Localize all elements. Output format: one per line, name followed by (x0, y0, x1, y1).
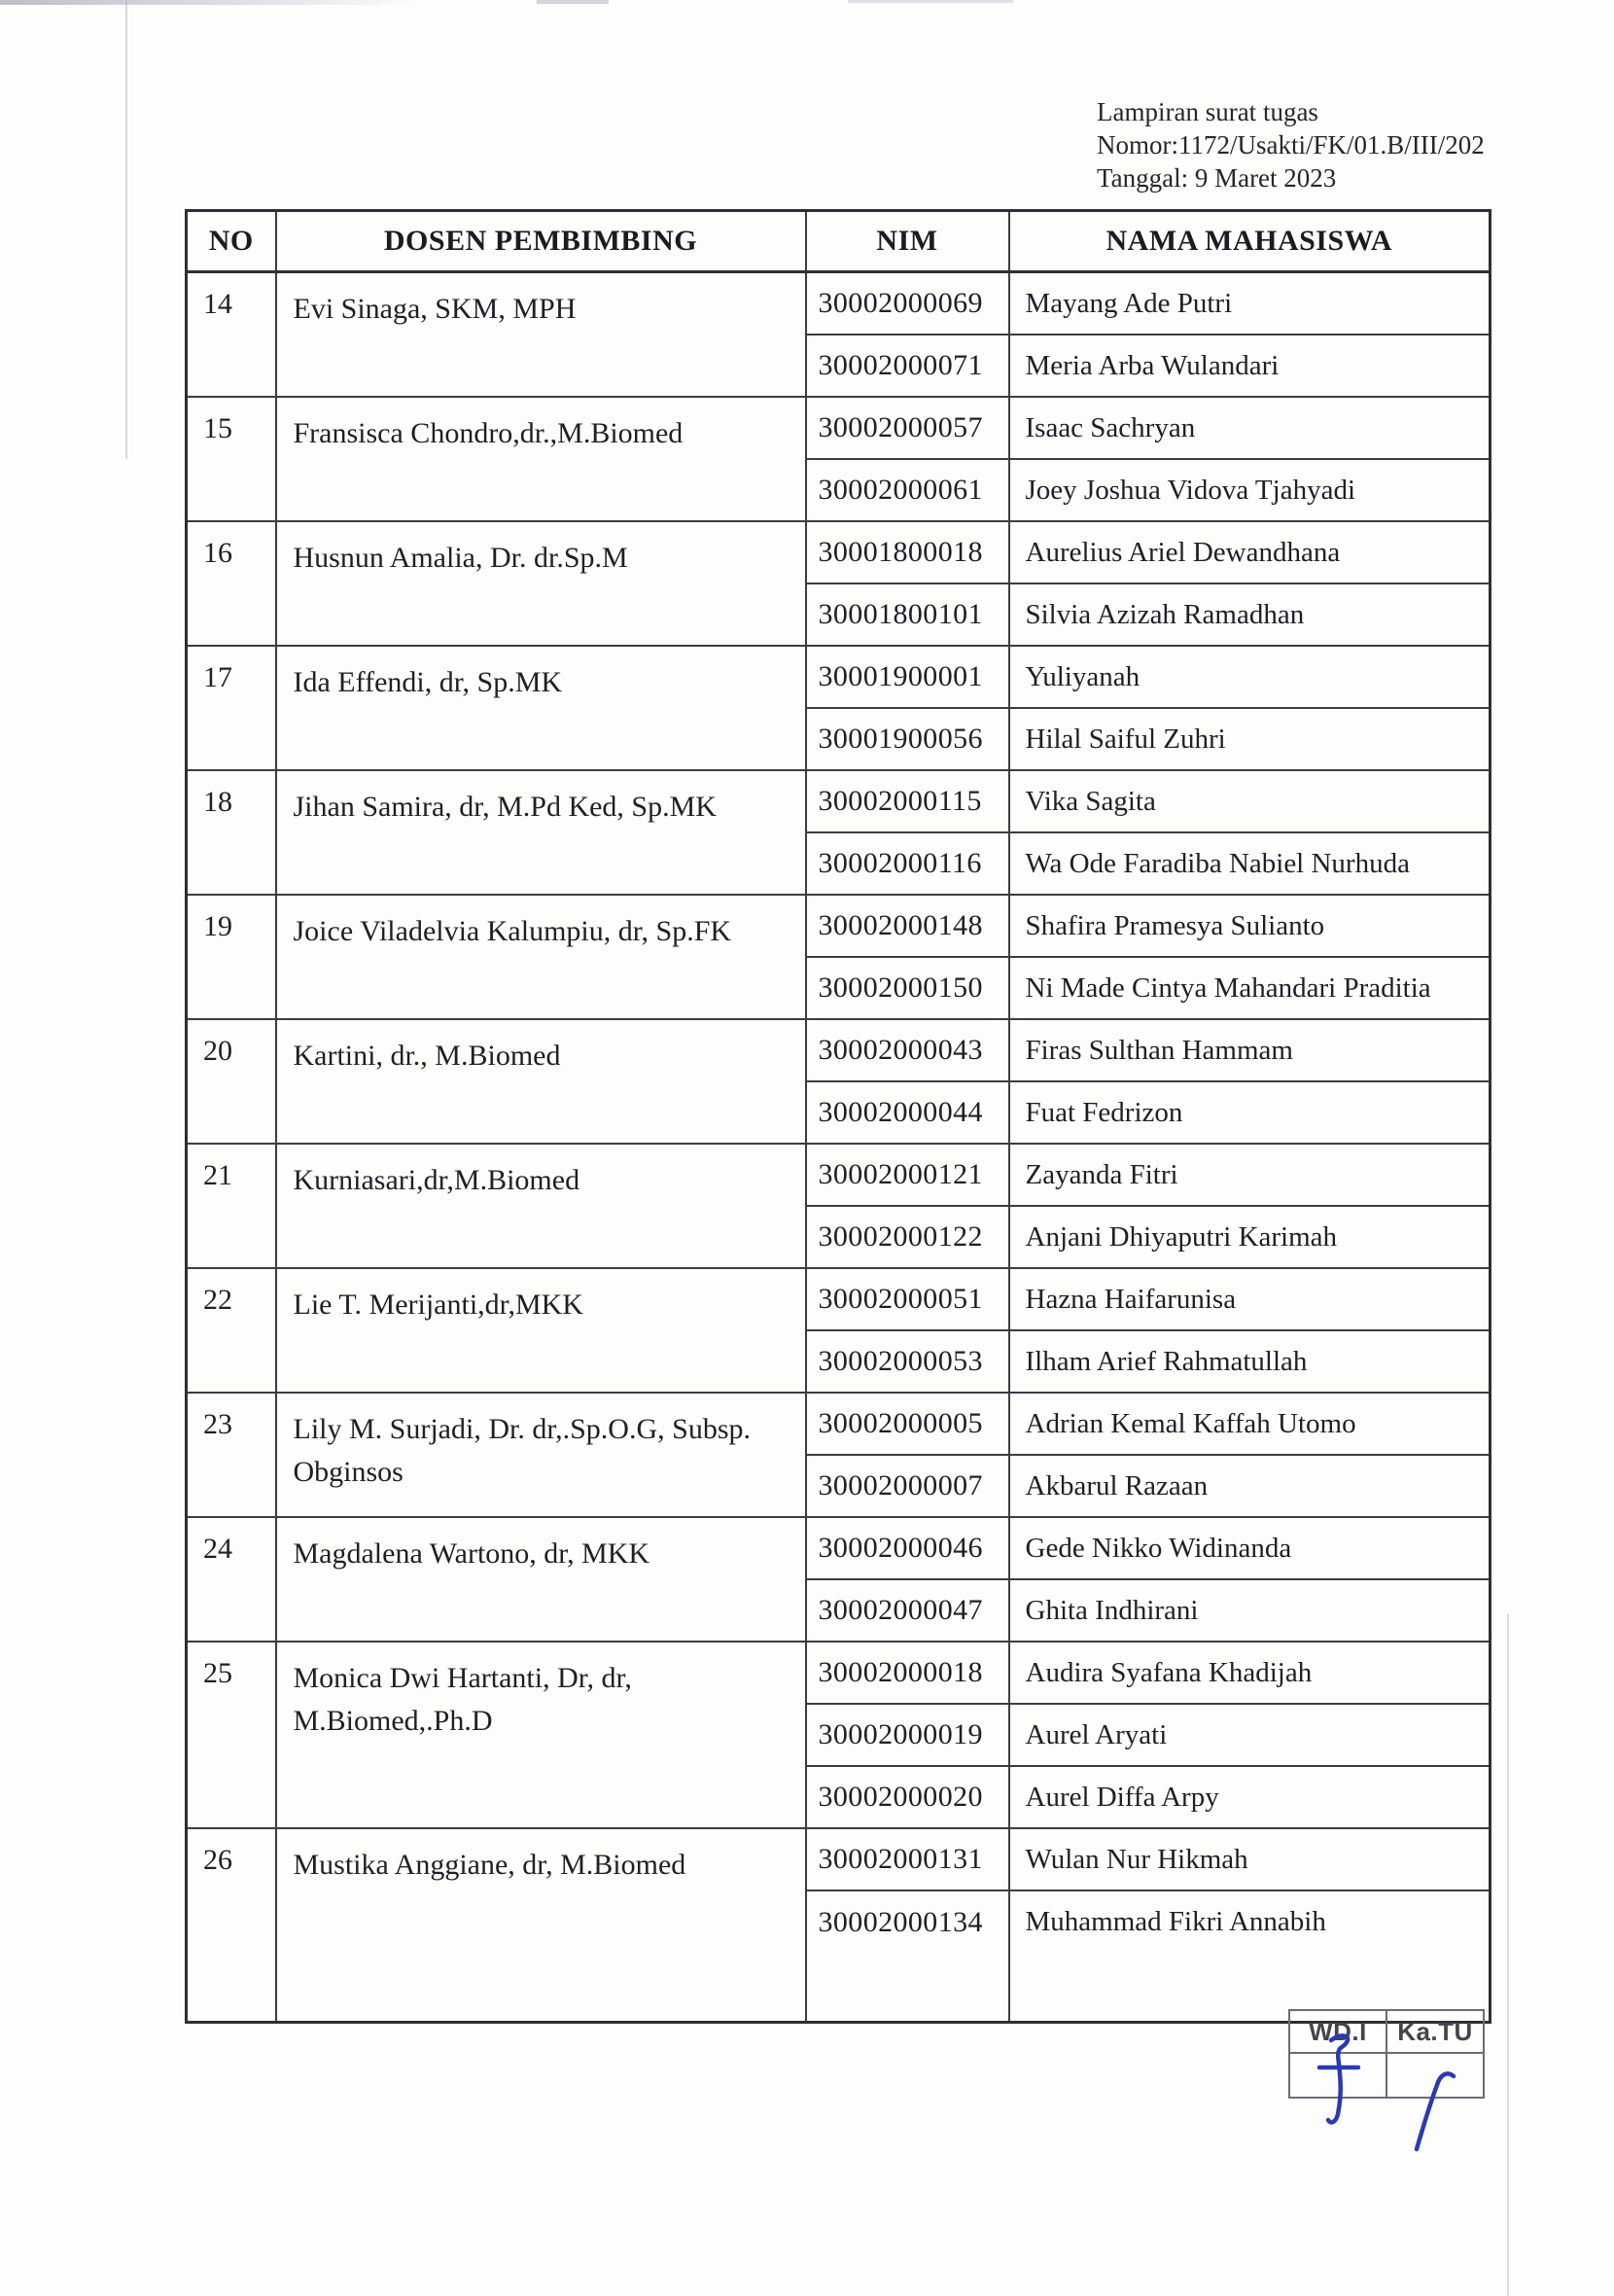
col-header-dosen: DOSEN PEMBIMBING (276, 211, 806, 272)
student-name-cell: Aurelius Ariel Dewandhana (1009, 521, 1491, 583)
dosen-name-cell: Lily M. Surjadi, Dr. dr,.Sp.O.G, Subsp. Obginsos (276, 1393, 806, 1517)
student-name-cell: Meria Arba Wulandari (1009, 335, 1491, 397)
row-number-cell: 26 (187, 1828, 276, 2023)
row-number-cell: 19 (187, 895, 276, 1019)
col-header-no: NO (187, 211, 276, 272)
approval-col-katu: Ka.TU (1386, 2010, 1484, 2053)
dosen-name-cell: Mustika Anggiane, dr, M.Biomed (276, 1828, 806, 2023)
student-name-cell: Hilal Saiful Zuhri (1009, 708, 1491, 770)
assignments-table-body (187, 272, 1491, 2023)
nim-cell: 30002000018 (806, 1642, 1009, 1704)
student-name-cell: Firas Sulthan Hammam (1009, 1019, 1491, 1081)
student-name-cell: Isaac Sachryan (1009, 397, 1491, 459)
student-name-cell: Ghita Indhirani (1009, 1579, 1491, 1642)
dosen-name-cell: Evi Sinaga, SKM, MPH (276, 272, 806, 398)
nim-cell: 30002000131 (806, 1828, 1009, 1890)
signature-wd1-icon (1312, 2029, 1368, 2132)
approval-signature-row (1289, 2053, 1484, 2098)
nim-cell: 30001900056 (806, 708, 1009, 770)
signature-cell-katu (1386, 2053, 1484, 2098)
nim-cell: 30002000116 (806, 832, 1009, 895)
table-row (187, 521, 1491, 583)
student-name-cell: Joey Joshua Vidova Tjahyadi (1009, 459, 1491, 521)
nim-cell: 30002000046 (806, 1517, 1009, 1579)
student-name-cell: Audira Syafana Khadijah (1009, 1642, 1491, 1704)
student-name-cell: Akbarul Razaan (1009, 1455, 1491, 1517)
student-name-cell: Wa Ode Faradiba Nabiel Nurhuda (1009, 832, 1491, 895)
row-number-cell: 23 (187, 1393, 276, 1517)
table-row (187, 1019, 1491, 1081)
col-header-nim: NIM (806, 211, 1009, 272)
table-row (187, 272, 1491, 336)
student-name-cell: Gede Nikko Widinanda (1009, 1517, 1491, 1579)
nim-cell: 30002000053 (806, 1330, 1009, 1393)
row-number-cell: 15 (187, 397, 276, 521)
student-name-cell: Aurel Aryati (1009, 1704, 1491, 1766)
approval-col-wd1: WD.I (1289, 2010, 1386, 2053)
row-number-cell: 20 (187, 1019, 276, 1144)
assignments-table (185, 209, 1491, 2024)
student-name-cell: Shafira Pramesya Sulianto (1009, 895, 1491, 957)
row-number-cell: 16 (187, 521, 276, 646)
nim-cell: 30002000007 (806, 1455, 1009, 1517)
dosen-name-cell: Jihan Samira, dr, M.Pd Ked, Sp.MK (276, 770, 806, 895)
nim-cell: 30002000051 (806, 1268, 1009, 1330)
attachment-header (1097, 95, 1485, 194)
dosen-name-cell: Lie T. Merijanti,dr,MKK (276, 1268, 806, 1393)
student-name-cell: Fuat Fedrizon (1009, 1081, 1491, 1144)
row-number-cell: 17 (187, 646, 276, 770)
table-row (187, 1828, 1491, 1890)
nim-cell: 30002000044 (806, 1081, 1009, 1144)
nim-cell: 30002000019 (806, 1704, 1009, 1766)
nim-cell: 30002000043 (806, 1019, 1009, 1081)
nim-cell: 30001800101 (806, 583, 1009, 646)
nim-cell: 30002000071 (806, 335, 1009, 397)
table-row (187, 646, 1491, 708)
row-number-cell: 21 (187, 1144, 276, 1268)
nim-cell: 30002000061 (806, 459, 1009, 521)
scan-artifact (0, 0, 418, 5)
nim-cell: 30002000047 (806, 1579, 1009, 1642)
dosen-name-cell: Kartini, dr., M.Biomed (276, 1019, 806, 1144)
signature-katu-icon (1405, 2056, 1463, 2157)
approval-table (1288, 2009, 1485, 2099)
dosen-name-cell: Fransisca Chondro,dr.,M.Biomed (276, 397, 806, 521)
student-name-cell: Muhammad Fikri Annabih (1009, 1890, 1491, 2023)
table-row (187, 1642, 1491, 1704)
nim-cell: 30002000122 (806, 1206, 1009, 1268)
dosen-name-cell: Monica Dwi Hartanti, Dr, dr, M.Biomed,.Ph.D (276, 1642, 806, 1828)
student-name-cell: Aurel Diffa Arpy (1009, 1766, 1491, 1828)
student-name-cell: Ni Made Cintya Mahandari Praditia (1009, 957, 1491, 1019)
student-name-cell: Silvia Azizah Ramadhan (1009, 583, 1491, 646)
scan-artifact (125, 0, 127, 459)
row-number-cell: 24 (187, 1517, 276, 1642)
row-number-cell: 14 (187, 272, 276, 398)
student-name-cell: Zayanda Fitri (1009, 1144, 1491, 1206)
nim-cell: 30002000057 (806, 397, 1009, 459)
dosen-name-cell: Husnun Amalia, Dr. dr.Sp.M (276, 521, 806, 646)
attachment-title: Lampiran surat tugas (1097, 97, 1318, 126)
student-name-cell: Wulan Nur Hikmah (1009, 1828, 1491, 1890)
table-row (187, 770, 1491, 832)
table-row (187, 1393, 1491, 1455)
table-row (187, 1517, 1491, 1579)
nim-cell: 30002000150 (806, 957, 1009, 1019)
nim-cell: 30002000020 (806, 1766, 1009, 1828)
table-row (187, 397, 1491, 459)
nim-cell: 30002000069 (806, 272, 1009, 336)
nim-cell: 30002000115 (806, 770, 1009, 832)
row-number-cell: 25 (187, 1642, 276, 1828)
dosen-name-cell: Joice Viladelvia Kalumpiu, dr, Sp.FK (276, 895, 806, 1019)
nim-cell: 30001800018 (806, 521, 1009, 583)
attachment-date: Tanggal: 9 Maret 2023 (1097, 163, 1337, 193)
nim-cell: 30001900001 (806, 646, 1009, 708)
student-name-cell: Adrian Kemal Kaffah Utomo (1009, 1393, 1491, 1455)
row-number-cell: 22 (187, 1268, 276, 1393)
scan-artifact (537, 0, 609, 4)
nim-cell: 30002000134 (806, 1890, 1009, 2023)
table-row (187, 1144, 1491, 1206)
nim-cell: 30002000005 (806, 1393, 1009, 1455)
signature-cell-wd1 (1289, 2053, 1386, 2098)
student-name-cell: Anjani Dhiyaputri Karimah (1009, 1206, 1491, 1268)
scan-artifact (848, 0, 1013, 3)
student-name-cell: Vika Sagita (1009, 770, 1491, 832)
header-row (187, 211, 1491, 272)
scan-artifact (1507, 1614, 1509, 2296)
student-name-cell: Yuliyanah (1009, 646, 1491, 708)
table-row (187, 895, 1491, 957)
nim-cell: 30002000148 (806, 895, 1009, 957)
student-name-cell: Mayang Ade Putri (1009, 272, 1491, 336)
dosen-name-cell: Kurniasari,dr,M.Biomed (276, 1144, 806, 1268)
dosen-name-cell: Ida Effendi, dr, Sp.MK (276, 646, 806, 770)
nim-cell: 30002000121 (806, 1144, 1009, 1206)
attachment-number: Nomor:1172/Usakti/FK/01.B/III/202 (1097, 130, 1485, 159)
col-header-nama: NAMA MAHASISWA (1009, 211, 1491, 272)
student-name-cell: Ilham Arief Rahmatullah (1009, 1330, 1491, 1393)
dosen-name-cell: Magdalena Wartono, dr, MKK (276, 1517, 806, 1642)
assignments-table-header (187, 211, 1491, 272)
row-number-cell: 18 (187, 770, 276, 895)
table-row (187, 1268, 1491, 1330)
student-name-cell: Hazna Haifarunisa (1009, 1268, 1491, 1330)
